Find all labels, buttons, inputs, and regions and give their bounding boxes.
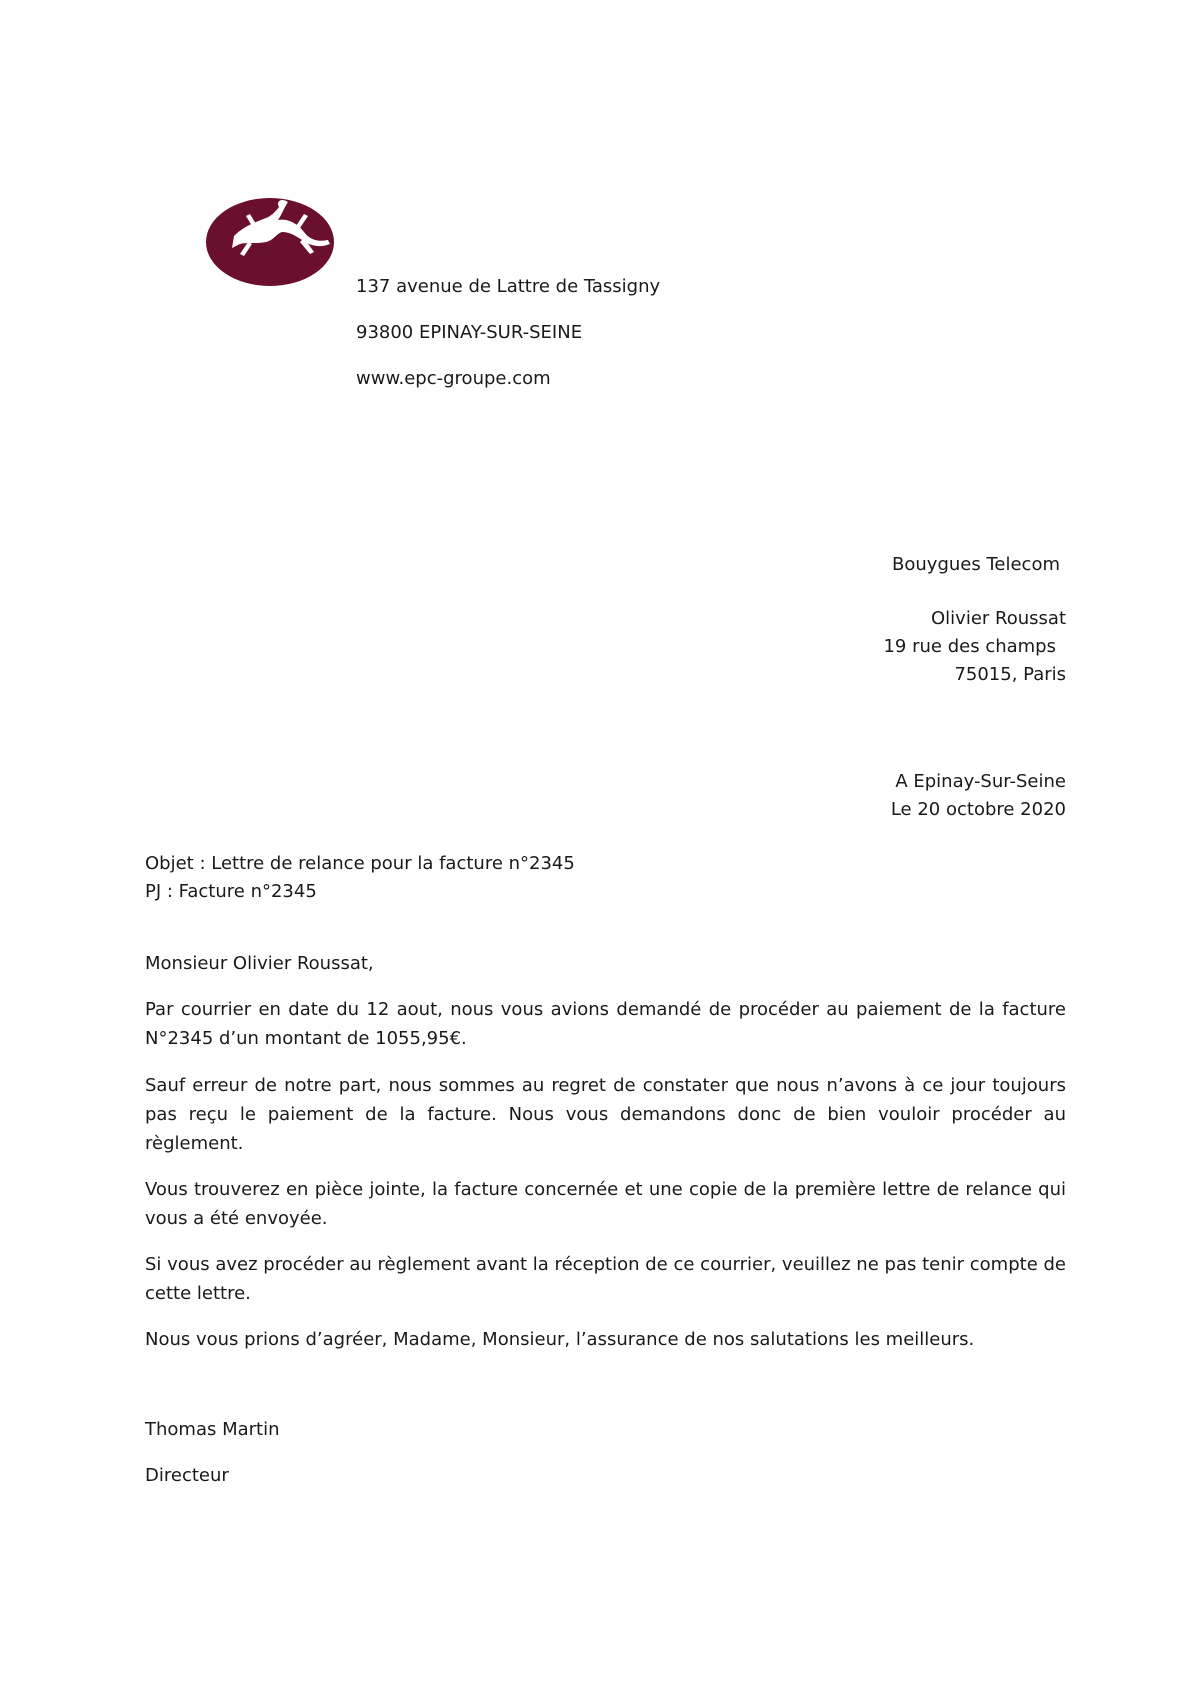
recipient-street: 19 rue des champs — [883, 636, 1056, 657]
recipient-name: Olivier Roussat — [931, 608, 1066, 629]
recipient-city: 75015, Paris — [954, 664, 1066, 685]
place-date — [780, 768, 1066, 824]
sender-city: 93800 EPINAY-SUR-SEINE — [356, 322, 583, 343]
letter-date: Le 20 octobre 2020 — [890, 799, 1066, 820]
attachment-line: PJ : Facture n°2345 — [145, 881, 317, 902]
subject-line: Objet : Lettre de relance pour la facture n°2345 — [145, 853, 575, 874]
sender-website: www.epc-groupe.com — [356, 368, 551, 389]
salamander-logo-icon — [204, 196, 336, 288]
closing-formula: Nous vous prions d’agréer, Madame, Monsieur, l’assurance de nos salutations les meilleurs. — [145, 1329, 975, 1350]
salutation: Monsieur Olivier Roussat, — [145, 953, 374, 974]
recipient-company-block — [780, 551, 1066, 579]
recipient-address — [780, 605, 1066, 689]
paragraph-1: Par courrier en date du 12 aout, nous vous avions demandé de procéder au paiement de la facture N°2345 d’un montant de 1055,95€. — [145, 999, 1066, 1049]
signature-title: Directeur — [145, 1465, 229, 1486]
sender-address — [356, 276, 660, 414]
paragraph-4: Si vous avez procéder au règlement avant la réception de ce courrier, veuillez ne pas tenir compte de cette lettre. — [145, 1254, 1066, 1304]
letter-place: A Epinay-Sur-Seine — [895, 771, 1066, 792]
paragraph-2: Sauf erreur de notre part, nous sommes au regret de constater que nous n’avons à ce jour toujours pas reçu le paiement de la facture. Nous vous demandons donc de bien vouloir procéder au règlement. — [145, 1075, 1066, 1154]
signature-name: Thomas Martin — [145, 1419, 280, 1440]
paragraph-3: Vous trouverez en pièce jointe, la facture concernée et une copie de la première lettre de relance qui vous a été envoyée. — [145, 1179, 1066, 1229]
subject-block — [145, 850, 1066, 906]
recipient-company: Bouygues Telecom — [892, 554, 1060, 575]
sender-street: 137 avenue de Lattre de Tassigny — [356, 276, 661, 297]
